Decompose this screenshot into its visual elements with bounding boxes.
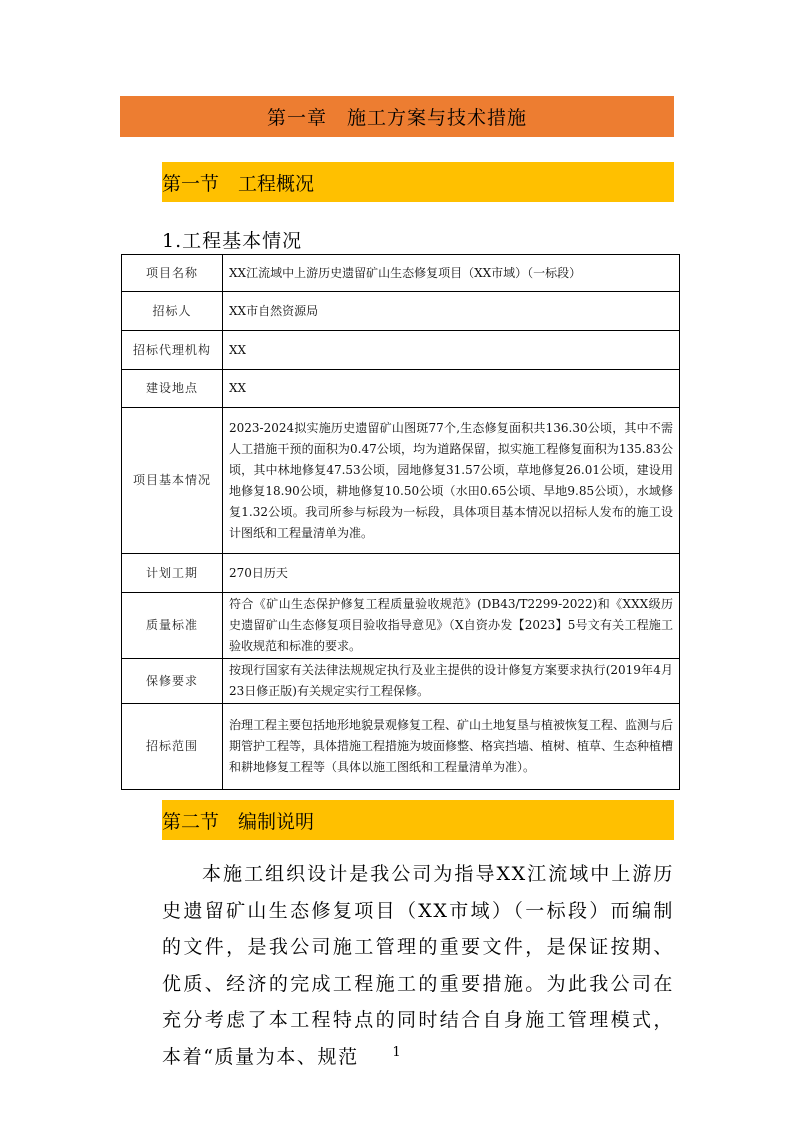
row-value: 2023-2024拟实施历史遗留矿山图斑77个,生态修复面积共136.30公顷，其中不需人工措施干预的面积为0.47公顷，均为道路保留，拟实施工程修复面积为135.83公顷，其中林地修复47.53公顷，园地修复31.57公顷，草地修复26.01公顷，建设用地修复18.90公顷，耕地修复10.50公顷（水田0.65公顷、旱地9.85公顷），水域修复1.32公顷。我司所参与标段为一标段，具体项目基本情况以招标人发布的施工设计图纸和工程量清单为准。 [223,408,680,554]
row-value: 治理工程主要包括地形地貌景观修复工程、矿山土地复垦与植被恢复工程、监测与后期管护工程等，具体措施工程措施为坡面修整、格宾挡墙、植树、植草、生态种植槽和耕地修复工程等（具体以施工图纸和工程量清单为准）。 [223,704,680,790]
row-value: XX江流域中上游历史遗留矿山生态修复项目（XX市域）（一标段） [223,255,680,292]
table-row [122,331,680,370]
row-value: 按现行国家有关法律法规规定执行及业主提供的设计修复方案要求执行(2019年4月23日修正版)有关规定实行工程保修。 [223,659,680,704]
row-value: XX市自然资源局 [223,292,680,331]
section-heading-overview: 第一节 工程概况 [162,162,674,202]
table-row [122,370,680,408]
row-label: 招标人 [122,292,223,331]
row-label: 招标范围 [122,704,223,790]
row-value: 270日历天 [223,554,680,593]
table-row [122,704,680,790]
table-row [122,593,680,659]
table-row [122,255,680,292]
table-row [122,292,680,331]
row-value: XX [223,370,680,408]
section-heading-preparation: 第二节 编制说明 [162,800,674,840]
row-label: 保修要求 [122,659,223,704]
page-number: 1 [392,1045,401,1060]
row-label: 项目基本情况 [122,408,223,554]
body-paragraph: 本施工组织设计是我公司为指导XX江流域中上游历史遗留矿山生态修复项目（XX市域）（一标段）而编制的文件，是我公司施工管理的重要文件，是保证按期、优质、经济的完成工程施工的重要措施。为此我公司在充分考虑了本工程特点的同时结合自身施工管理模式，本着“质量为本、规范 [162,863,674,1068]
row-value: 符合《矿山生态保护修复工程质量验收规范》(DB43/T2299-2022)和《XXX级历史遗留矿山生态修复项目验收指导意见》（X自资办发【2023】5号文有关工程施工验收规范和标准的要求。 [223,593,680,659]
row-label: 质量标准 [122,593,223,659]
row-label: 建设地点 [122,370,223,408]
chapter-heading: 第一章 施工方案与技术措施 [120,96,674,137]
row-label: 计划工期 [122,554,223,593]
row-label: 招标代理机构 [122,331,223,370]
row-label: 项目名称 [122,255,223,292]
row-value: XX [223,331,680,370]
subsection-heading: 1.工程基本情况 [162,230,303,252]
table-row [122,554,680,593]
table-row [122,659,680,704]
table-row [122,408,680,554]
project-info-table [121,254,680,790]
